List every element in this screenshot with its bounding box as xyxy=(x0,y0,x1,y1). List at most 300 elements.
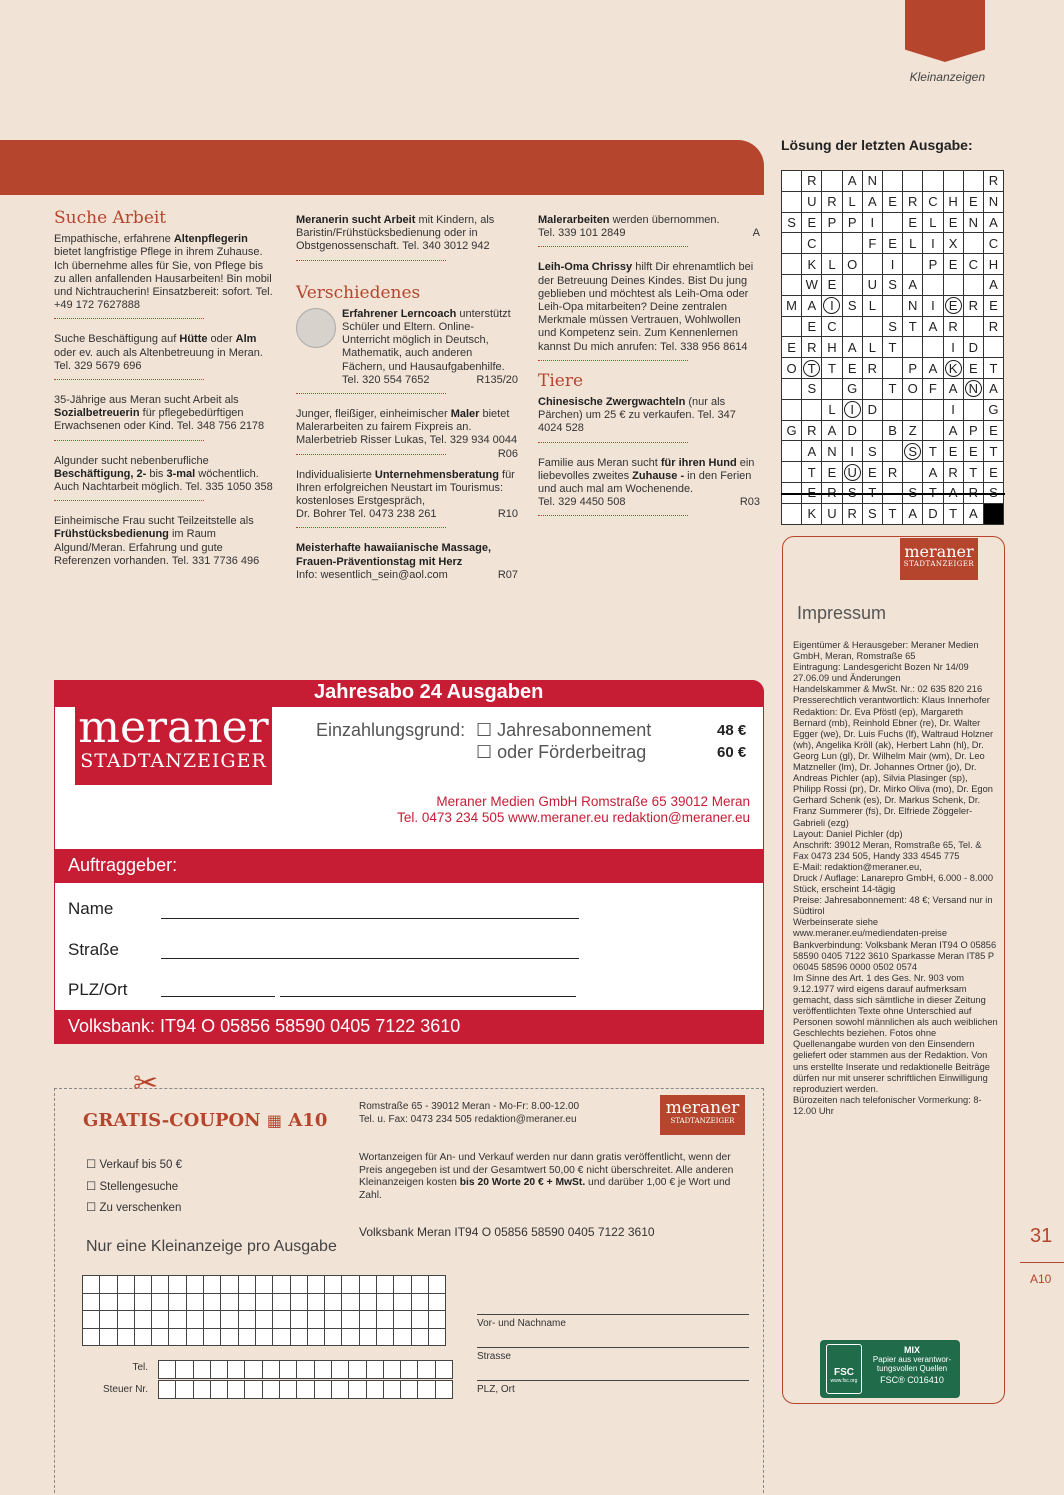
crossword-cell xyxy=(782,399,802,420)
grid-cell[interactable] xyxy=(100,1276,117,1294)
crossword-cell: N xyxy=(963,378,983,399)
grid-cell[interactable] xyxy=(186,1311,203,1329)
section-tab xyxy=(905,0,985,62)
coupon-title: GRATIS-COUPON ▦ A10 xyxy=(83,1110,328,1131)
crossword-cell xyxy=(903,399,923,420)
ad-beschaeftigung: Algunder sucht nebenberufliche Beschäftigung, 2- bis 3-mal wöchentlich. Auch Nachtarbeit möglich. Tel. 335 1050 358 xyxy=(54,454,273,494)
crossword-cell: R xyxy=(862,358,882,379)
ad-sozialbetreuerin: 35-Jährige aus Meran sucht Arbeit als Sozialbetreuerin für pflegebedürftigen Erwachsenen oder Kind. Tel. 348 756 2178 xyxy=(54,394,265,433)
city-field[interactable] xyxy=(280,996,576,997)
ad-zwergwachteln: Chinesische Zwergwachteln (nur als Pärchen) um 25 € zu verkaufen. Tel. 347 4024 528 xyxy=(538,396,736,435)
divider xyxy=(54,379,204,380)
crossword-cell xyxy=(782,233,802,254)
ad-leih-oma: Leih-Oma Chrissy hilft Dir ehrenamtlich bei der Betreuung Deines Kindes. Bist Du jung geblieben und möchtest als Leih-Oma oder Leih-Opa mitarbeiten? Deine zentralen Merkmale müssen Vertrauen, Wohlwollen und Kompetenz sein. Zum Kennenlernen kannst Du mich anrufen: Tel. 338 956 8614 xyxy=(538,261,754,353)
crossword-cell: I xyxy=(882,254,902,275)
crossword-cell xyxy=(842,274,862,295)
crossword-cell: G xyxy=(782,420,802,441)
crossword-cell: D xyxy=(842,420,862,441)
grid-cell[interactable] xyxy=(411,1276,428,1294)
grid-cell[interactable] xyxy=(411,1311,428,1329)
grid-cell[interactable] xyxy=(377,1328,394,1346)
crossword-cell: L xyxy=(862,295,882,316)
heading-tiere: Tiere xyxy=(538,370,584,391)
grid-cell[interactable] xyxy=(325,1276,342,1294)
grid-cell[interactable] xyxy=(435,1361,452,1379)
crossword-cell: R xyxy=(802,420,822,441)
ad-hund: Familie aus Meran sucht für ihren Hund ein liebevolles zweites Zuhause - in den Ferien und auch mal am Wochenende. Tel. 329 4450 508 R03 xyxy=(538,456,760,509)
option-verschenken[interactable]: ☐ Zu verschenken xyxy=(86,1202,182,1214)
crossword-cell xyxy=(882,358,902,379)
grid-cell[interactable] xyxy=(366,1361,383,1379)
crossword-cell xyxy=(782,171,802,192)
crossword-cell: A xyxy=(983,274,1003,295)
crossword-cell xyxy=(963,171,983,192)
crossword-cell: I xyxy=(923,233,943,254)
grid-cell[interactable] xyxy=(83,1276,100,1294)
crossword-cell: O xyxy=(782,358,802,379)
ad-huette-alm: Suche Beschäftigung auf Hütte oder Alm oder ev. auch als Altenbetreuung in Meran. Tel. 329 5679 696 xyxy=(54,333,263,372)
grid-cell[interactable] xyxy=(204,1293,221,1311)
crossword-cell: E xyxy=(802,212,822,233)
crossword-cell xyxy=(862,254,882,275)
fsc-badge: FSC www.fsc.org MIX Papier aus verantwor- tungsvollen Quellen FSC® C016410 xyxy=(820,1340,960,1398)
grid-cell[interactable] xyxy=(383,1361,400,1379)
crossword-cell: A xyxy=(923,462,943,483)
crossword-cell: S xyxy=(862,441,882,462)
crossword-cell: G xyxy=(842,378,862,399)
crossword-cell: P xyxy=(903,358,923,379)
crossword-cell: S xyxy=(903,441,923,462)
grid-cell[interactable] xyxy=(169,1328,186,1346)
impressum-line: Werbeinserate siehe www.meraner.eu/mediendaten-preise xyxy=(793,917,947,939)
grid-cell[interactable] xyxy=(186,1276,203,1294)
crossword-cell: P xyxy=(842,212,862,233)
page-code: A10 xyxy=(1030,1272,1052,1286)
crossword-rule xyxy=(781,493,1005,495)
coupon-options xyxy=(86,1155,182,1220)
grid-cell[interactable] xyxy=(193,1381,210,1399)
crossword-cell: L xyxy=(822,399,842,420)
grid-cell[interactable] xyxy=(394,1276,411,1294)
grid-cell[interactable] xyxy=(366,1381,383,1399)
ad-altenpflegerin: Empathische, erfahrene Altenpflegerin bietet langfristige Pflege in ihrem Zuhause. Ich übernehme alles für Sie, von Pflege bis zu allen anfallenden Hausarbeiten! Bin mobil und Nichtraucherin! Einsatzbereit: sofort. Tel. +49 172 7627888 xyxy=(54,233,273,312)
grid-cell[interactable] xyxy=(262,1381,279,1399)
grid-cell[interactable] xyxy=(394,1311,411,1329)
crossword-cell: M xyxy=(782,295,802,316)
coupon-stamp-icon: ▦ xyxy=(266,1111,283,1130)
grid-cell[interactable] xyxy=(245,1381,262,1399)
crossword-cell: E xyxy=(903,212,923,233)
crossword-cell: R xyxy=(943,316,963,337)
crossword-cell: Z xyxy=(903,420,923,441)
grid-cell[interactable] xyxy=(290,1311,307,1329)
crossword-cell xyxy=(943,171,963,192)
coach-logo-icon xyxy=(296,308,336,348)
grid-cell[interactable] xyxy=(418,1381,435,1399)
crossword-cell: L xyxy=(903,233,923,254)
column-tiere xyxy=(538,214,760,530)
grid-cell[interactable] xyxy=(159,1361,176,1379)
price-foerderbeitrag: 60 € xyxy=(717,744,747,761)
ad-fruehstuecksbedienung: Einheimische Frau sucht Teilzeitstelle als Frühstücksbedienung im Raum Algund/Meran. Erfahrung und gute Referenzen vorhanden. Tel. 331 7736 496 xyxy=(54,515,260,567)
crossword-cell: A xyxy=(822,420,842,441)
crossword-cell: R xyxy=(903,191,923,212)
crossword-cell: T xyxy=(882,378,902,399)
impressum-line: Druck / Auflage: Lanarepro GmbH, 6.000 - 8.000 Stück, erscheint 14-tägig xyxy=(793,872,994,895)
option-jahresabo[interactable]: ☐ Jahresabonnement xyxy=(476,720,652,740)
grid-cell[interactable] xyxy=(377,1276,394,1294)
crossword-cell: N xyxy=(903,295,923,316)
grid-cell[interactable] xyxy=(411,1328,428,1346)
impressum-line: Eintragung: Landesgericht Bozen Nr 14/09 27.06.09 und Änderungen xyxy=(793,662,969,684)
grid-cell[interactable] xyxy=(377,1293,394,1311)
crossword-cell xyxy=(903,337,923,358)
grid-cell[interactable] xyxy=(100,1311,117,1329)
crossword-cell: E xyxy=(963,441,983,462)
crossword-cell: T xyxy=(802,358,822,379)
grid-cell[interactable] xyxy=(228,1361,245,1379)
grid-cell[interactable] xyxy=(428,1328,445,1346)
grid-cell[interactable] xyxy=(411,1293,428,1311)
grid-cell[interactable] xyxy=(325,1293,342,1311)
crossword-cell: E xyxy=(943,295,963,316)
crossword-cell xyxy=(923,274,943,295)
divider xyxy=(538,360,688,361)
crossword-cell xyxy=(822,378,842,399)
scissors-icon[interactable]: ✂ xyxy=(133,1067,159,1100)
grid-cell[interactable] xyxy=(280,1361,297,1379)
grid-cell[interactable] xyxy=(255,1276,272,1294)
grid-cell[interactable] xyxy=(169,1293,186,1311)
name-field[interactable] xyxy=(161,918,579,919)
divider xyxy=(296,527,446,528)
crossword-cell xyxy=(782,274,802,295)
grid-cell[interactable] xyxy=(394,1328,411,1346)
crossword-cell: E xyxy=(943,441,963,462)
grid-cell[interactable] xyxy=(307,1276,324,1294)
grid-cell[interactable] xyxy=(359,1311,376,1329)
crossword-cell xyxy=(802,399,822,420)
crossword-cell: T xyxy=(963,462,983,483)
impressum-line: Presserechtlich verantwortlich: Klaus Innerhofer xyxy=(793,695,990,706)
divider xyxy=(54,440,204,441)
coupon-address: Romstraße 65 - 39012 Meran - Mo-Fr: 8.00-12.00 Tel. u. Fax: 0473 234 505 redaktion@meraner.eu xyxy=(359,1101,580,1125)
crossword-cell: E xyxy=(822,274,842,295)
crossword-cell: O xyxy=(842,254,862,275)
crossword-cell xyxy=(903,171,923,192)
crossword-cell xyxy=(882,171,902,192)
grid-cell[interactable] xyxy=(342,1276,359,1294)
grid-cell[interactable] xyxy=(314,1361,331,1379)
coupon-logo: meraner STADTANZEIGER xyxy=(660,1095,745,1135)
crossword-cell: I xyxy=(923,295,943,316)
grid-cell[interactable] xyxy=(280,1381,297,1399)
grid-cell[interactable] xyxy=(435,1381,452,1399)
crossword-cell: N xyxy=(963,212,983,233)
meraner-logo: meraner STADTANZEIGER xyxy=(75,700,272,785)
crossword-cell: R xyxy=(983,316,1003,337)
crossword-cell: S xyxy=(842,295,862,316)
grid-cell[interactable] xyxy=(83,1311,100,1329)
crossword-cell: I xyxy=(943,399,963,420)
grid-cell[interactable] xyxy=(83,1328,100,1346)
crossword-cell: R xyxy=(842,503,862,524)
grid-cell[interactable] xyxy=(383,1381,400,1399)
crossword-cell: P xyxy=(963,420,983,441)
crossword-cell: H xyxy=(983,254,1003,275)
impressum-line: Eigentümer & Herausgeber: Meraner Medien GmbH, Meran, Romstraße 65 xyxy=(793,640,979,662)
grid-cell[interactable] xyxy=(134,1311,151,1329)
coupon-limit-note: Nur eine Kleinanzeige pro Ausgabe xyxy=(86,1238,337,1255)
grid-cell[interactable] xyxy=(152,1328,169,1346)
street-signature-line[interactable] xyxy=(477,1347,749,1348)
grid-cell[interactable] xyxy=(169,1311,186,1329)
crossword-cell xyxy=(882,295,902,316)
bank-info: Volksbank: IT94 O 05856 58590 0405 7122 3610 xyxy=(54,1010,764,1044)
crossword-cell: U xyxy=(802,191,822,212)
crossword-cell: R xyxy=(983,171,1003,192)
fsc-tree-icon: FSC www.fsc.org xyxy=(826,1344,862,1394)
grid-cell[interactable] xyxy=(117,1293,134,1311)
crossword-cell: A xyxy=(923,316,943,337)
crossword-cell: A xyxy=(943,420,963,441)
grid-cell[interactable] xyxy=(134,1276,151,1294)
crossword-cell: S xyxy=(782,212,802,233)
grid-cell[interactable] xyxy=(100,1328,117,1346)
grid-cell[interactable] xyxy=(210,1381,227,1399)
grid-cell[interactable] xyxy=(273,1311,290,1329)
crossword-cell: K xyxy=(943,358,963,379)
crossword-cell: S xyxy=(862,503,882,524)
ad-meranerin: Meranerin sucht Arbeit mit Kindern, als Baristin/Frühstücksbedienung oder in Obstgenossenschaft. Tel. 340 3012 942 xyxy=(296,214,495,253)
grid-cell[interactable] xyxy=(221,1293,238,1311)
crossword-cell xyxy=(862,420,882,441)
crossword-cell: L xyxy=(822,254,842,275)
grid-cell[interactable] xyxy=(349,1381,366,1399)
grid-cell[interactable] xyxy=(176,1361,193,1379)
crossword-cell xyxy=(842,316,862,337)
crossword-cell: A xyxy=(943,378,963,399)
option-stellengesuche[interactable]: ☐ Stellengesuche xyxy=(86,1180,179,1193)
payment-reason-label: Einzahlungsgrund: xyxy=(316,720,466,740)
street-field[interactable] xyxy=(161,958,579,959)
grid-cell[interactable] xyxy=(83,1293,100,1311)
plz-field[interactable] xyxy=(161,996,275,997)
grid-cell[interactable] xyxy=(297,1381,314,1399)
grid-cell[interactable] xyxy=(314,1381,331,1399)
grid-cell[interactable] xyxy=(152,1311,169,1329)
grid-cell[interactable] xyxy=(176,1381,193,1399)
impressum-line: Layout: Daniel Pichler (dp) xyxy=(793,828,903,839)
tax-label: Steuer Nr. xyxy=(102,1384,148,1395)
grid-cell[interactable] xyxy=(193,1361,210,1379)
grid-cell[interactable] xyxy=(273,1276,290,1294)
grid-cell[interactable] xyxy=(134,1328,151,1346)
crossword-cell: T xyxy=(882,337,902,358)
grid-cell[interactable] xyxy=(221,1328,238,1346)
grid-cell[interactable] xyxy=(273,1293,290,1311)
subscription-title: Jahresabo 24 Ausgaben xyxy=(314,681,544,703)
grid-cell[interactable] xyxy=(342,1311,359,1329)
grid-cell[interactable] xyxy=(221,1311,238,1329)
page-number: 31 xyxy=(1030,1225,1053,1247)
grid-cell[interactable] xyxy=(159,1381,176,1399)
crossword-cell xyxy=(782,254,802,275)
grid-cell[interactable] xyxy=(297,1361,314,1379)
city-signature-label: PLZ, Ort xyxy=(477,1384,515,1395)
grid-cell[interactable] xyxy=(238,1328,255,1346)
grid-cell[interactable] xyxy=(245,1361,262,1379)
grid-cell[interactable] xyxy=(359,1328,376,1346)
crossword-cell: O xyxy=(903,378,923,399)
crossword-cell xyxy=(782,316,802,337)
crossword-cell xyxy=(923,399,943,420)
grid-cell[interactable] xyxy=(238,1293,255,1311)
name-label: Name xyxy=(68,899,114,918)
grid-cell[interactable] xyxy=(238,1311,255,1329)
column-verschiedenes xyxy=(296,214,518,582)
crossword-cell: F xyxy=(862,233,882,254)
ad-maler: Junger, fleißiger, einheimischer Maler bietet Malerarbeiten zu fairem Fixpreis an. Malerbetrieb Risser Lukas, Tel. 329 934 0044 R06 xyxy=(296,408,518,460)
grid-cell[interactable] xyxy=(418,1361,435,1379)
crossword-cell: E xyxy=(943,212,963,233)
crossword-cell: E xyxy=(882,191,902,212)
crossword-cell: E xyxy=(822,462,842,483)
crossword-cell: S xyxy=(882,274,902,295)
grid-cell[interactable] xyxy=(290,1276,307,1294)
name-signature-label: Vor- und Nachname xyxy=(477,1318,566,1329)
publisher-address: Meraner Medien GmbH Romstraße 65 39012 Meran Tel. 0473 234 505 www.meraner.eu redaktion@meraner.eu xyxy=(397,794,750,825)
crossword-cell: D xyxy=(963,337,983,358)
grid-cell[interactable] xyxy=(307,1328,324,1346)
grid-cell[interactable] xyxy=(262,1361,279,1379)
crossword-cell: E xyxy=(963,191,983,212)
grid-cell[interactable] xyxy=(169,1276,186,1294)
grid-cell[interactable] xyxy=(349,1361,366,1379)
crossword-cell: C xyxy=(963,254,983,275)
crossword-cell: R xyxy=(802,171,822,192)
name-signature-line[interactable] xyxy=(477,1314,749,1315)
tel-grid[interactable] xyxy=(158,1360,453,1379)
crossword-cell: S xyxy=(882,316,902,337)
grid-cell[interactable] xyxy=(428,1276,445,1294)
crossword-cell xyxy=(782,462,802,483)
grid-cell[interactable] xyxy=(221,1276,238,1294)
grid-cell[interactable] xyxy=(100,1293,117,1311)
grid-cell[interactable] xyxy=(377,1311,394,1329)
city-signature-line[interactable] xyxy=(477,1380,749,1381)
tax-grid[interactable] xyxy=(158,1380,453,1399)
grid-cell[interactable] xyxy=(290,1328,307,1346)
price-jahresabo: 48 € xyxy=(717,722,747,739)
grid-cell[interactable] xyxy=(117,1276,134,1294)
crossword-cell: E xyxy=(802,316,822,337)
crossword-cell xyxy=(923,171,943,192)
street-signature-label: Strasse xyxy=(477,1351,511,1362)
crossword-cell: H xyxy=(943,191,963,212)
crossword-cell xyxy=(882,212,902,233)
crossword-cell: E xyxy=(943,254,963,275)
grid-cell[interactable] xyxy=(401,1361,418,1379)
heading-suche-arbeit: Suche Arbeit xyxy=(54,208,167,228)
impressum-line: Im Sinne des Art. 1 des Ges. Nr. 903 vom 9.12.1977 wird eigens darauf aufmerksam gemacht, dass sich sämtliche in dieser Zeitung veröffentlichten Texte ohne Unterschied auf Personen sowohl männlichen als auch weiblichen Geschlechts beziehen. Fotos ohne Quellenangabe wurden von den Einsendern geliefert oder stammen aus der Redaktion. Von uns erstellte Inserate und redaktionelle Beiträge dürfen nur mit unserer schriftlichen Einwilligung reproduziert werden. xyxy=(793,972,998,1094)
grid-cell[interactable] xyxy=(117,1328,134,1346)
impressum-logo: meraner STADTANZEIGER xyxy=(900,538,978,580)
crossword-title: Lösung der letzten Ausgabe: xyxy=(781,137,973,153)
impressum-line: Anschrift: 39012 Meran, Romstraße 65, Tel. & Fax 0473 234 505, Handy 333 4545 775 xyxy=(793,839,982,861)
grid-cell[interactable] xyxy=(325,1311,342,1329)
grid-cell[interactable] xyxy=(186,1293,203,1311)
crossword-cell: B xyxy=(882,420,902,441)
heading-verschiedenes: Verschiedenes xyxy=(296,282,421,303)
grid-cell[interactable] xyxy=(134,1293,151,1311)
grid-cell[interactable] xyxy=(290,1293,307,1311)
grid-cell[interactable] xyxy=(428,1311,445,1329)
crossword-cell: I xyxy=(943,337,963,358)
impressum-line: Bürozeiten nach telefonischer Vormerkung: 8-12.00 Uhr xyxy=(793,1094,982,1116)
grid-cell[interactable] xyxy=(307,1311,324,1329)
crossword-cell: E xyxy=(782,337,802,358)
crossword-cell xyxy=(943,274,963,295)
grid-cell[interactable] xyxy=(255,1328,272,1346)
grid-cell[interactable] xyxy=(331,1361,348,1379)
column-suche-arbeit xyxy=(54,208,276,568)
impressum-text xyxy=(793,640,998,1117)
grid-cell[interactable] xyxy=(359,1293,376,1311)
grid-cell[interactable] xyxy=(273,1328,290,1346)
impressum-line: E-Mail: redaktion@meraner.eu, xyxy=(793,861,922,872)
grid-cell[interactable] xyxy=(204,1311,221,1329)
grid-cell[interactable] xyxy=(210,1361,227,1379)
grid-cell[interactable] xyxy=(228,1381,245,1399)
grid-cell[interactable] xyxy=(117,1311,134,1329)
grid-cell[interactable] xyxy=(342,1328,359,1346)
grid-cell[interactable] xyxy=(186,1328,203,1346)
grid-cell[interactable] xyxy=(307,1293,324,1311)
crossword-cell: X xyxy=(943,233,963,254)
grid-cell[interactable] xyxy=(255,1311,272,1329)
ad-massage: Meisterhafte hawaiianische Massage, Frauen-Präventionstag mit Herz Info: wesentlich_sein@aol.com R07 xyxy=(296,542,518,581)
grid-cell[interactable] xyxy=(359,1276,376,1294)
crossword-cell xyxy=(862,378,882,399)
crossword-cell xyxy=(862,316,882,337)
grid-cell[interactable] xyxy=(152,1276,169,1294)
divider xyxy=(54,318,204,319)
plz-label: PLZ/Ort xyxy=(68,980,128,999)
grid-cell[interactable] xyxy=(342,1293,359,1311)
grid-cell[interactable] xyxy=(204,1276,221,1294)
ad-text-grid[interactable] xyxy=(82,1275,446,1346)
crossword-cell: T xyxy=(882,503,902,524)
option-verkauf[interactable]: ☐ Verkauf bis 50 € xyxy=(86,1159,182,1171)
grid-cell[interactable] xyxy=(325,1328,342,1346)
grid-cell[interactable] xyxy=(428,1293,445,1311)
grid-cell[interactable] xyxy=(401,1381,418,1399)
grid-cell[interactable] xyxy=(152,1293,169,1311)
crossword-cell xyxy=(963,274,983,295)
grid-cell[interactable] xyxy=(204,1328,221,1346)
crossword-cell xyxy=(782,378,802,399)
grid-cell[interactable] xyxy=(255,1293,272,1311)
impressum-line: Bankverbindung: Volksbank Meran IT94 O 05856 58590 0405 7122 3610 Sparkasse Meran IT85 P 06045 58596 0000 0502 0574 xyxy=(793,939,997,972)
coupon-terms: Wortanzeigen für An- und Verkauf werden nur dann gratis veröffentlicht, wenn der Preis angegeben ist und der Gesamtwert 50,00 € nicht überschreitet. Alle anderen Kleinanzeigen kosten bis 20 Worte 20 € + MwSt. und darüber 1,00 € je Wort und Zahl. xyxy=(359,1152,734,1201)
crossword-cell: R xyxy=(882,462,902,483)
option-foerderbeitrag[interactable]: ☐ oder Förderbeitrag xyxy=(476,742,647,762)
grid-cell[interactable] xyxy=(238,1276,255,1294)
grid-cell[interactable] xyxy=(331,1381,348,1399)
tel-label: Tel. xyxy=(132,1362,148,1373)
grid-cell[interactable] xyxy=(394,1293,411,1311)
